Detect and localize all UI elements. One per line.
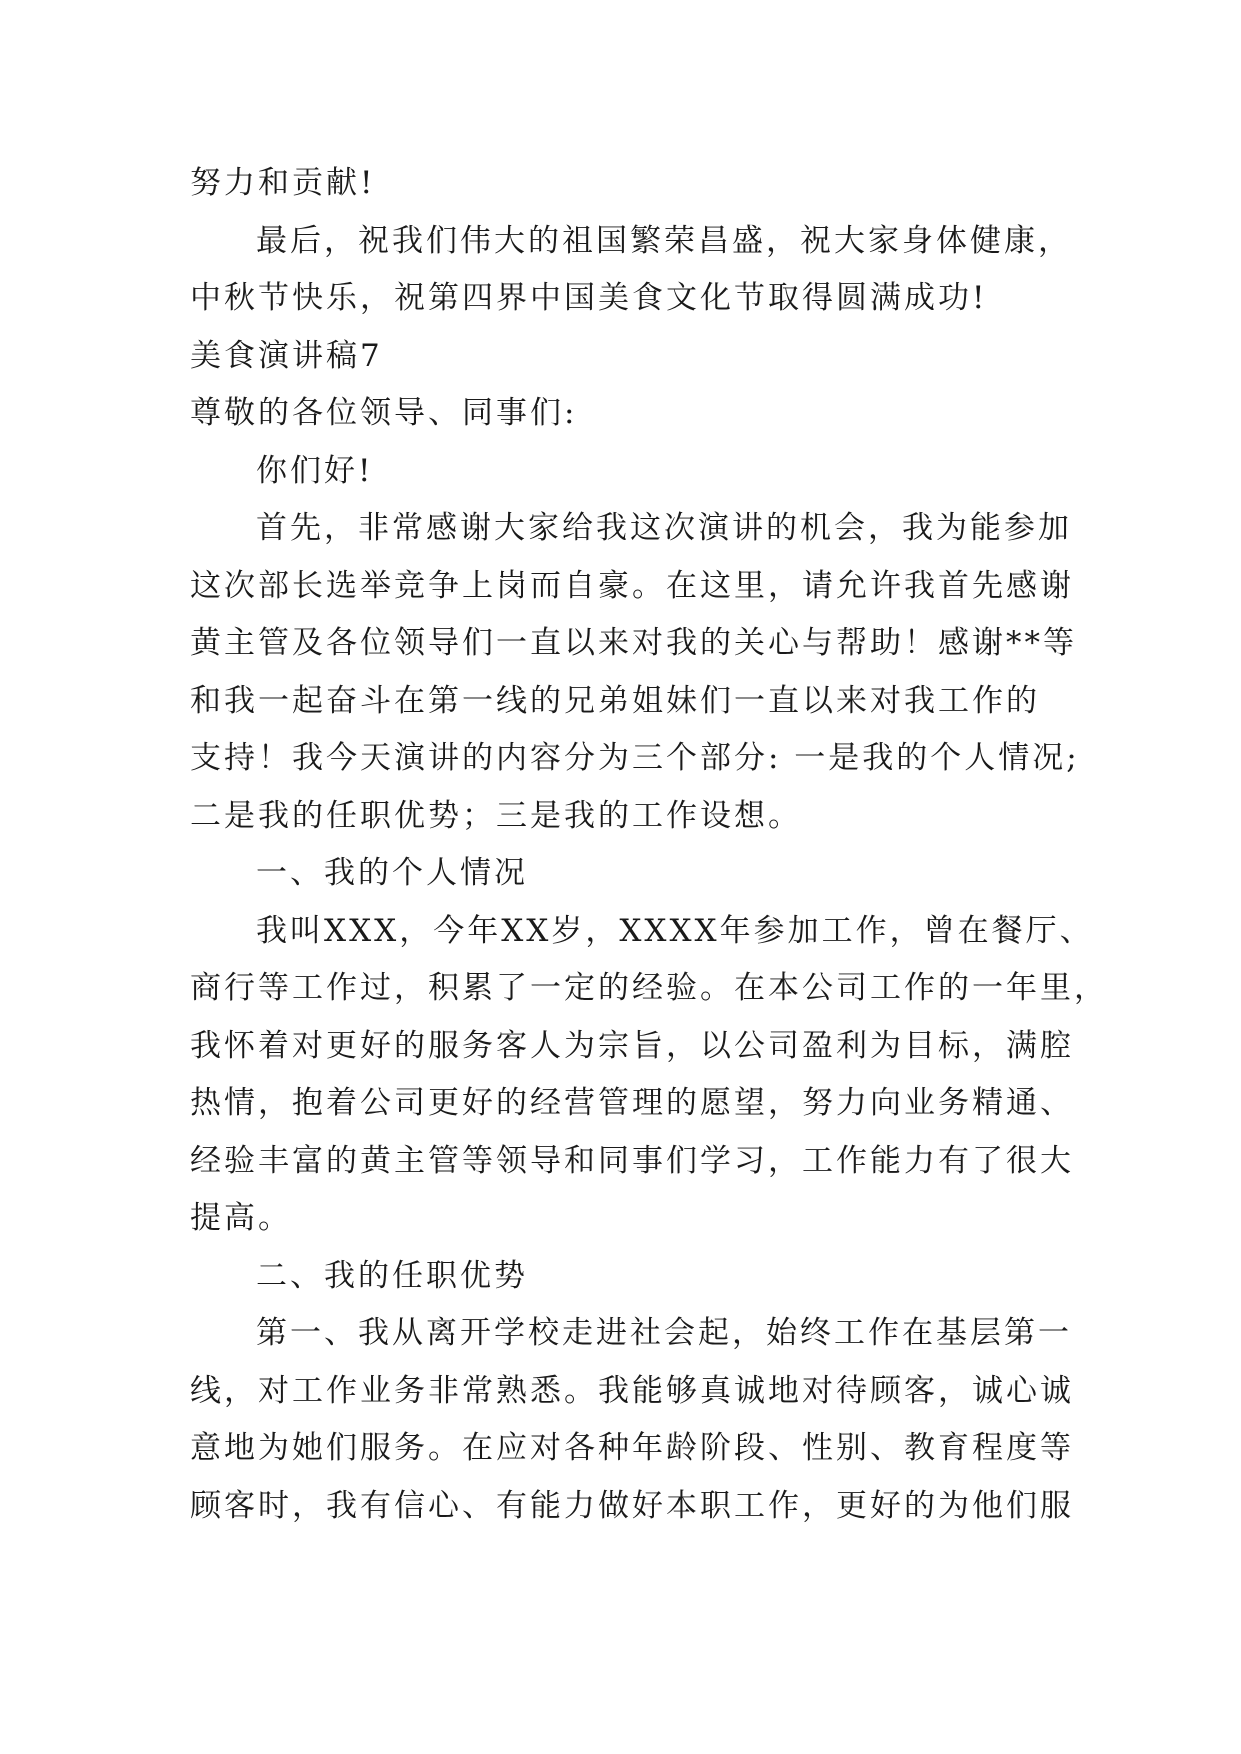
text-line: 一、我的个人情况 — [256, 855, 528, 891]
text-line: 二是我的任职优势；三是我的工作设想。 — [190, 797, 802, 834]
text-line: 提高。 — [190, 1200, 292, 1236]
text-line: 黄主管及各位领导们一直以来对我的关心与帮助！感谢**等 — [190, 625, 1077, 661]
text-line: 我叫XXX，今年XX岁，XXXX年参加工作，曾在餐厅、 — [256, 912, 1094, 949]
text-line: 支持！我今天演讲的内容分为三个部分: 一是我的个人情况; — [190, 740, 1080, 776]
text-line: 和我一起奋斗在第一线的兄弟姐妹们一直以来对我工作的 — [190, 682, 1040, 719]
text-line: 商行等工作过，积累了一定的经验。在本公司工作的一年里， — [190, 970, 1108, 1006]
text-line: 二、我的任职优势 — [256, 1257, 528, 1294]
text-line: 最后，祝我们伟大的祖国繁荣昌盛，祝大家身体健康， — [256, 222, 1072, 259]
text-line: 尊敬的各位领导、同事们: — [190, 395, 578, 431]
text-line: 第一、我从离开学校走进社会起，始终工作在基层第一 — [256, 1315, 1072, 1351]
text-line: 顾客时，我有信心、有能力做好本职工作，更好的为他们服 — [190, 1487, 1074, 1524]
text-line: 我怀着对更好的服务客人为宗旨，以公司盈利为目标，满腔 — [190, 1027, 1074, 1064]
text-line: 你们好! — [256, 452, 374, 489]
text-line: 努力和贡献! — [190, 165, 376, 201]
text-line: 这次部长选举竞争上岗而自豪。在这里，请允许我首先感谢 — [190, 567, 1074, 604]
text-line: 经验丰富的黄主管等领导和同事们学习，工作能力有了很大 — [190, 1142, 1074, 1179]
text-line: 热情，抱着公司更好的经营管理的愿望，努力向业务精通、 — [190, 1085, 1074, 1121]
text-line: 中秋节快乐，祝第四界中国美食文化节取得圆满成功! — [190, 280, 988, 316]
document-body — [190, 155, 1108, 1535]
text-line: 意地为她们服务。在应对各种年龄阶段、性别、教育程度等 — [190, 1430, 1074, 1466]
text-line: 线，对工作业务非常熟悉。我能够真诚地对待顾客，诚心诚 — [190, 1372, 1074, 1409]
text-line: 美食演讲稿7 — [190, 337, 383, 374]
text-line: 首先，非常感谢大家给我这次演讲的机会，我为能参加 — [256, 510, 1072, 546]
